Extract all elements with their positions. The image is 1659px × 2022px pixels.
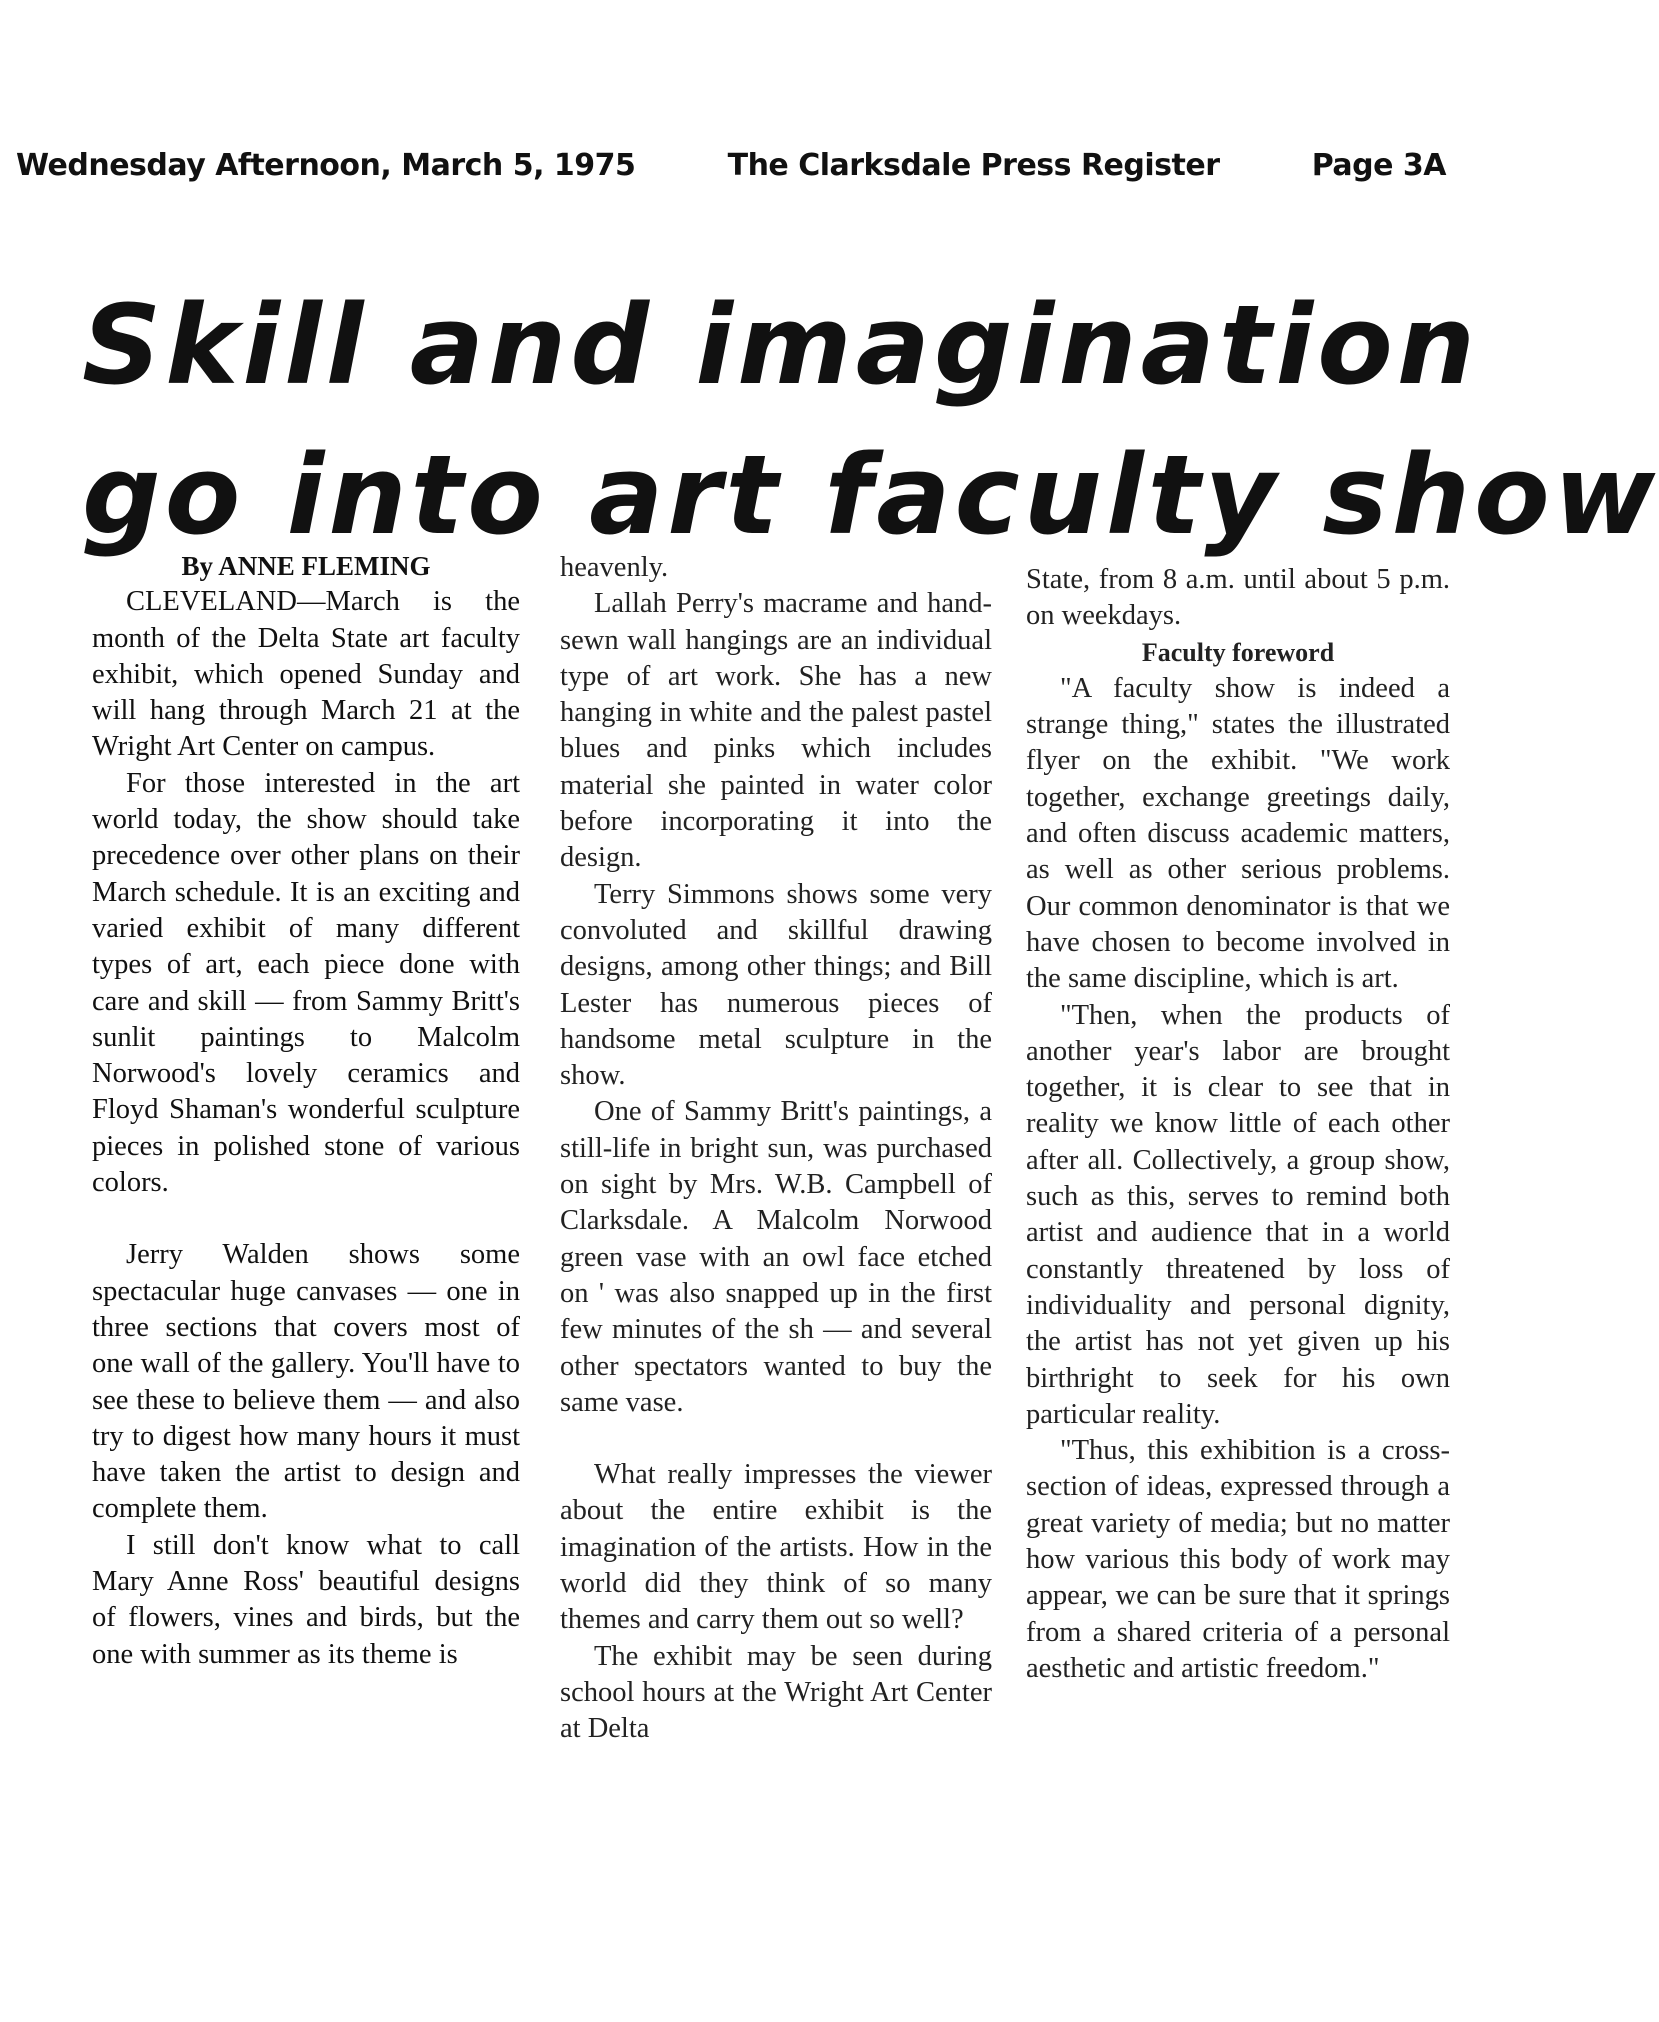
masthead <box>16 140 1446 190</box>
headline <box>82 270 1659 570</box>
paragraph: CLEVELAND—March is the month of the Delta State art faculty exhibit, which opened Sunday and will hang through March 21 at the Wright Art Center on campus. <box>92 586 520 763</box>
paragraph: I still don't know what to call Mary Anne Ross' beautiful designs of flowers, vines and birds, but the one with summer as its theme is <box>92 1529 520 1670</box>
paragraph: Lallah Perry's macrame and hand-sewn wall hangings are an individual type of art work. She has a new hanging in white and the palest pastel blues and pinks which includes material she painted in water color before incorporating it into the design. <box>560 588 992 874</box>
article-column-2 <box>560 550 992 2010</box>
paragraph: One of Sammy Britt's paintings, a still-life in bright sun, was purchased on sight by Mrs. W.B. Campbell of Clarksdale. A Malcolm Norwood green vase with an owl face etched on ' was also snapped up in the first few minutes of the sh — and several other spectators wanted to buy the same vase. <box>560 1096 992 1418</box>
paragraph: "Then, when the products of another year's labor are brought together, it is clear to see that in reality we know little of each other after all. Collectively, a group show, such as this, serves to remind both artist and audience that in a world constantly threatened by loss of individuality and personal dignity, the artist has not yet given up his birthright to seek for his own particular reality. <box>1026 999 1450 1430</box>
masthead-page: Page 3A <box>1311 147 1446 183</box>
paragraph: The exhibit may be seen during school hours at the Wright Art Center at Delta <box>560 1640 992 1745</box>
paragraph: "A faculty show is indeed a strange thing," states the illustrated flyer on the exhibit. "We work together, exchange greetings daily, and often discuss academic matters, as well as other serious problems. Our common denominator is that we have chosen to become involved in the same discipline, which is art. <box>1026 672 1450 995</box>
paragraph: Jerry Walden shows some spectacular huge canvases — one in three sections that covers most of one wall of the gallery. You'll have to see these to believe them — and also try to digest how many hours it must have taken the artist to design and complete them. <box>92 1239 520 1525</box>
masthead-date: Wednesday Afternoon, March 5, 1975 <box>16 147 636 183</box>
headline-line-2: go into art faculty show <box>82 431 1659 559</box>
subhead: Faculty foreword <box>1141 637 1335 667</box>
paragraph: "Thus, this exhibition is a cross-section of ideas, expressed through a great variety of media; but no matter how various this body of work may appear, we can be sure that it springs from a shared criteria of a personal aesthetic and artistic freedom." <box>1026 1435 1450 1684</box>
headline-line-1: Skill and imagination <box>82 281 1480 409</box>
byline: By ANNE FLEMING <box>181 551 431 581</box>
paragraph: State, from 8 a.m. until about 5 p.m. on weekdays. <box>1026 564 1450 632</box>
article-column-3 <box>1026 562 1450 2022</box>
paragraph: Terry Simmons shows some very convoluted and skillful drawing designs, among other things; and Bill Lester has numerous pieces of handsome metal sculpture in the show. <box>560 878 992 1092</box>
paragraph: heavenly. <box>560 552 669 583</box>
article-column-1 <box>92 548 520 2008</box>
masthead-paper: The Clarksdale Press Register <box>727 147 1220 183</box>
paragraph: What really impresses the viewer about the entire exhibit is the imagination of the artists. How in the world did they think of so many themes and carry them out so well? <box>560 1459 992 1636</box>
paragraph: For those interested in the art world today, the show should take precedence over other plans on their March schedule. It is an exciting and varied exhibit of many different types of art, each piece done with care and skill — from Sammy Britt's sunlit paintings to Malcolm Norwood's lovely ceramics and Floyd Shaman's wonderful sculpture pieces in polished stone of various colors. <box>92 767 520 1199</box>
